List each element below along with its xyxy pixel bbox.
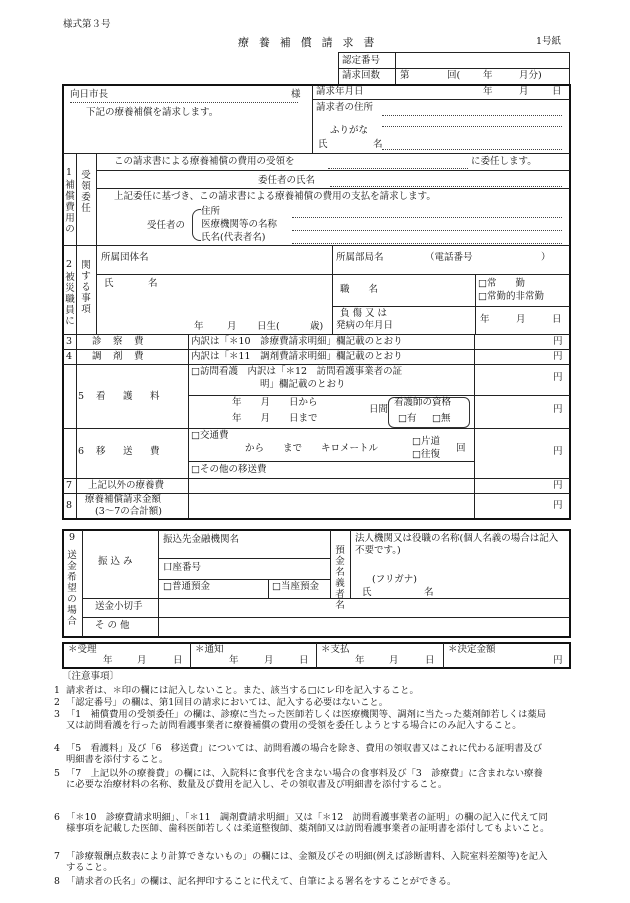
row5a-yen: 円 (553, 372, 563, 383)
note-1 (54, 685, 551, 696)
qualification-yes[interactable]: □有 (398, 413, 417, 424)
sheet-number: 1号紙 (536, 36, 562, 47)
note-6-text: 「＊10 診療費請求明細」、「＊11 調剤費請求明細」又は「＊12 訪問看護事業者の証明」の欄の記入に代えて同様事項を記載した医師、歯科医師若しくは柔道整復師、薬剤師又は訪問看護事業者の証明書を添付してもよいこと。 (66, 812, 550, 835)
claim-year: 年 (483, 86, 493, 97)
injury-label-a: 負 傷 又 は (340, 308, 388, 319)
note-6-number: 6 (54, 812, 60, 823)
furigana-label: ふりがな (330, 125, 369, 136)
account-label: 口座番号 (163, 562, 202, 573)
sec1-vlabel-b: 受領委任 (81, 170, 91, 214)
row4-yen: 円 (553, 351, 563, 362)
claim-count-label: 請求回数 (342, 70, 381, 81)
age-label: 歳) (310, 321, 324, 332)
victim-name-shi: 氏 (104, 278, 114, 289)
note-2-number: 2 (54, 697, 60, 708)
bank-label: 振込先金融機関名 (163, 534, 240, 545)
sec1-vlabel-a: 補償費用の (65, 180, 75, 235)
payment-month: 月 (389, 655, 399, 666)
month-label: 月分) (519, 70, 542, 81)
request-text: 下記の療養補償を請求します。 (86, 107, 219, 118)
parttime-checkbox[interactable]: □常勤的非常勤 (478, 291, 544, 302)
furigana-label-9: (フリガナ) (372, 574, 417, 585)
row5-number: 5 (78, 391, 85, 402)
row7-number: 7 (66, 480, 73, 491)
other-label: そ の 他 (95, 620, 130, 631)
name-mei: 名 (373, 139, 383, 150)
notes-title: 〔注意事項〕 (62, 671, 120, 682)
delegate-request-text: 上記委任に基づき、この請求書による療養補償の費用の支払を請求します。 (114, 191, 436, 202)
notice-month: 月 (264, 655, 274, 666)
sama-label: 様 (291, 89, 301, 100)
row6-number: 6 (78, 446, 85, 457)
note-2 (54, 697, 551, 708)
nurse-qualification: 看護師の資格 (394, 397, 452, 408)
row6-yen: 円 (553, 446, 563, 457)
dept-label: 所属部局名 (336, 252, 384, 263)
note-6 (54, 812, 551, 835)
form-title: 療養補償請求書 (238, 36, 385, 49)
injury-day: 日 (552, 314, 562, 325)
sec2-vlabel-a: 被災職員に (65, 272, 75, 327)
corp-label: 法人機関又は役職の名称(個人名義の場合は記入不要です。) (355, 533, 559, 556)
injury-label-b: 発病の年月日 (336, 320, 394, 331)
payment-label: ＊支払 (321, 644, 350, 655)
dai-label: 第 (400, 70, 410, 81)
nursing-from: 年 月 日から (232, 397, 318, 408)
row7-label: 上記以外の療養費 (88, 480, 165, 491)
birth-year: 年 (194, 321, 204, 332)
claim-month: 月 (519, 86, 529, 97)
row3-label: 診 察 費 (92, 336, 145, 347)
check-label: 送金小切手 (95, 601, 143, 612)
row4-label: 調 剤 費 (92, 351, 145, 362)
notice-year: 年 (229, 655, 239, 666)
delegator-name-label: 委任者の氏名 (258, 175, 316, 186)
qualification-no[interactable]: □無 (432, 413, 451, 424)
nursing-days: 日間 (369, 404, 389, 415)
holder-vlabel: 預金名義者名 (335, 545, 345, 611)
sec9-vlabel: 送金希望の場合 (67, 550, 77, 627)
year-label: 年 (483, 70, 493, 81)
decided-amount-label: ＊決定金額 (448, 644, 496, 655)
agent-institution-label: 医療機関等の名称 (201, 219, 278, 230)
regular-checkbox[interactable]: □常 勤 (478, 278, 525, 289)
row8-yen: 円 (553, 500, 563, 511)
note-8-text: 「請求者の氏名」の欄は、記名押印することに代えて、自筆による署名をすることができる。 (66, 876, 457, 887)
note-5-text: 「7 上記以外の療養費」の欄には、入院料に食事代を含まない場合の食事料及び「3 診療費」に含まれない療養に必要な治療材料の名称、数量及び費用を記入し、その領収書及び明細書を添付すること。 (66, 768, 543, 791)
transit-times: 回 (456, 443, 466, 454)
note-5-number: 5 (54, 768, 60, 779)
injury-month: 月 (516, 314, 526, 325)
ordinary-deposit-checkbox[interactable]: □普通預金 (163, 581, 210, 592)
delegate-text-a: この請求書による療養補償の費用の受領を (114, 156, 295, 167)
delegate-text-b: に委任します。 (471, 156, 537, 167)
note-7 (54, 851, 551, 874)
kai-label: 回( (447, 70, 461, 81)
visit-nursing-checkbox[interactable]: □訪問看護 内訳は「＊12 訪問看護事業者の証 (191, 366, 403, 377)
claim-date-label: 請求年月日 (316, 86, 364, 97)
note-8 (54, 876, 551, 887)
sec2-number: 2 (66, 259, 73, 270)
row7-yen: 円 (553, 480, 563, 491)
org-label: 所属団体名 (101, 252, 149, 263)
other-transport-checkbox[interactable]: □その他の移送費 (191, 464, 267, 475)
received-day: 日 (173, 655, 183, 666)
agent-address-label: 住所 (201, 206, 221, 217)
transit-route: から まで キロメートル (245, 443, 379, 454)
transit-checkbox[interactable]: □交通費 (191, 430, 229, 441)
note-4-text: 「5 看護料」及び「6 移送費」については、訪問看護の場合を除き、費用の領収書又はこれに代わる証明書及び明細書を添付すること。 (66, 743, 543, 766)
birth-month: 月 (227, 321, 237, 332)
tel-close: ） (541, 252, 551, 263)
holder-mei: 名 (424, 587, 434, 598)
received-month: 月 (137, 655, 147, 666)
row5-label: 看 護 料 (96, 391, 164, 402)
oneway-checkbox[interactable]: □片道 (412, 436, 440, 447)
note-3 (54, 709, 551, 732)
agent-rep-label: 氏名(代表者名) (201, 232, 266, 243)
note-3-number: 3 (54, 709, 60, 720)
agent-brace (192, 209, 201, 241)
received-label: ＊受理 (68, 644, 97, 655)
decided-yen: 円 (553, 655, 563, 666)
payment-year: 年 (355, 655, 365, 666)
notice-label: ＊通知 (195, 644, 224, 655)
current-deposit-checkbox[interactable]: □当座預金 (272, 581, 319, 592)
claim-day: 日 (552, 86, 562, 97)
cert-number-label: 認定番号 (342, 55, 381, 66)
note-2-text: 「認定番号」の欄は、第1回目の請求においては、記入する必要はないこと。 (66, 697, 389, 708)
transfer-label: 振 込 み (98, 556, 133, 567)
row8-number: 8 (66, 500, 73, 511)
sec9-number: 9 (69, 532, 76, 543)
note-4-number: 4 (54, 743, 60, 754)
payment-day: 日 (425, 655, 435, 666)
note-1-number: 1 (54, 685, 60, 696)
note-5 (54, 768, 551, 791)
note-4 (54, 743, 551, 766)
sec1-number: 1 (66, 167, 73, 178)
notice-day: 日 (299, 655, 309, 666)
note-1-text: 請求者は、＊印の欄には記入しないこと。また、該当する□にレ印を記入すること。 (66, 685, 419, 696)
note-7-text: 「診療報酬点数表により計算できないもの」の欄には、金額及びその明細(例えば診断書料、入院室料差額等)を記入すること。 (66, 851, 548, 874)
victim-name-mei: 名 (148, 278, 158, 289)
address-label: 請求者の住所 (316, 102, 374, 113)
received-year: 年 (103, 655, 113, 666)
row6-label: 移 送 費 (96, 446, 164, 457)
row8-label-b: (3〜7の合計額) (95, 506, 163, 517)
row3-detail: 内訳は「＊10 診療費請求明細」欄記載のとおり (191, 336, 403, 347)
row3-yen: 円 (553, 336, 563, 347)
visit-nursing-text: 明」欄記載のとおり (260, 379, 346, 390)
sec2-vlabel-b: 関する事項 (81, 260, 91, 315)
injury-year: 年 (480, 314, 490, 325)
mayor-name: 向日市長 (70, 89, 109, 100)
holder-shi: 氏 (362, 587, 372, 598)
nursing-to: 年 月 日まで (232, 413, 318, 424)
note-3-text: 「1 補償費用の受領委任」の欄は、診療に当たった医師若しくは医療機関等、調剤に当たった薬剤師若しくは薬局又は訪問看護を行った訪問看護事業者に療養補償の費用の受領を委任しようとする場合にのみ記入すること。 (66, 709, 547, 732)
note-7-number: 7 (54, 851, 60, 862)
name-shi: 氏 (318, 139, 328, 150)
note-8-number: 8 (54, 876, 60, 887)
tel-label: （電話番号 (425, 252, 473, 263)
roundtrip-checkbox[interactable]: □往復 (412, 449, 440, 460)
row3-number: 3 (66, 336, 73, 347)
agent-label: 受任者の (147, 220, 186, 231)
job-label: 職 名 (340, 284, 379, 295)
birth-day: 日生( (257, 321, 280, 332)
row4-number: 4 (66, 351, 73, 362)
form-number: 様式第３号 (63, 19, 111, 30)
row5b-yen: 円 (553, 404, 563, 415)
row4-detail: 内訳は「＊11 調剤費請求明細」欄記載のとおり (191, 351, 403, 362)
row8-label-a: 療養補償請求金額 (85, 494, 162, 505)
